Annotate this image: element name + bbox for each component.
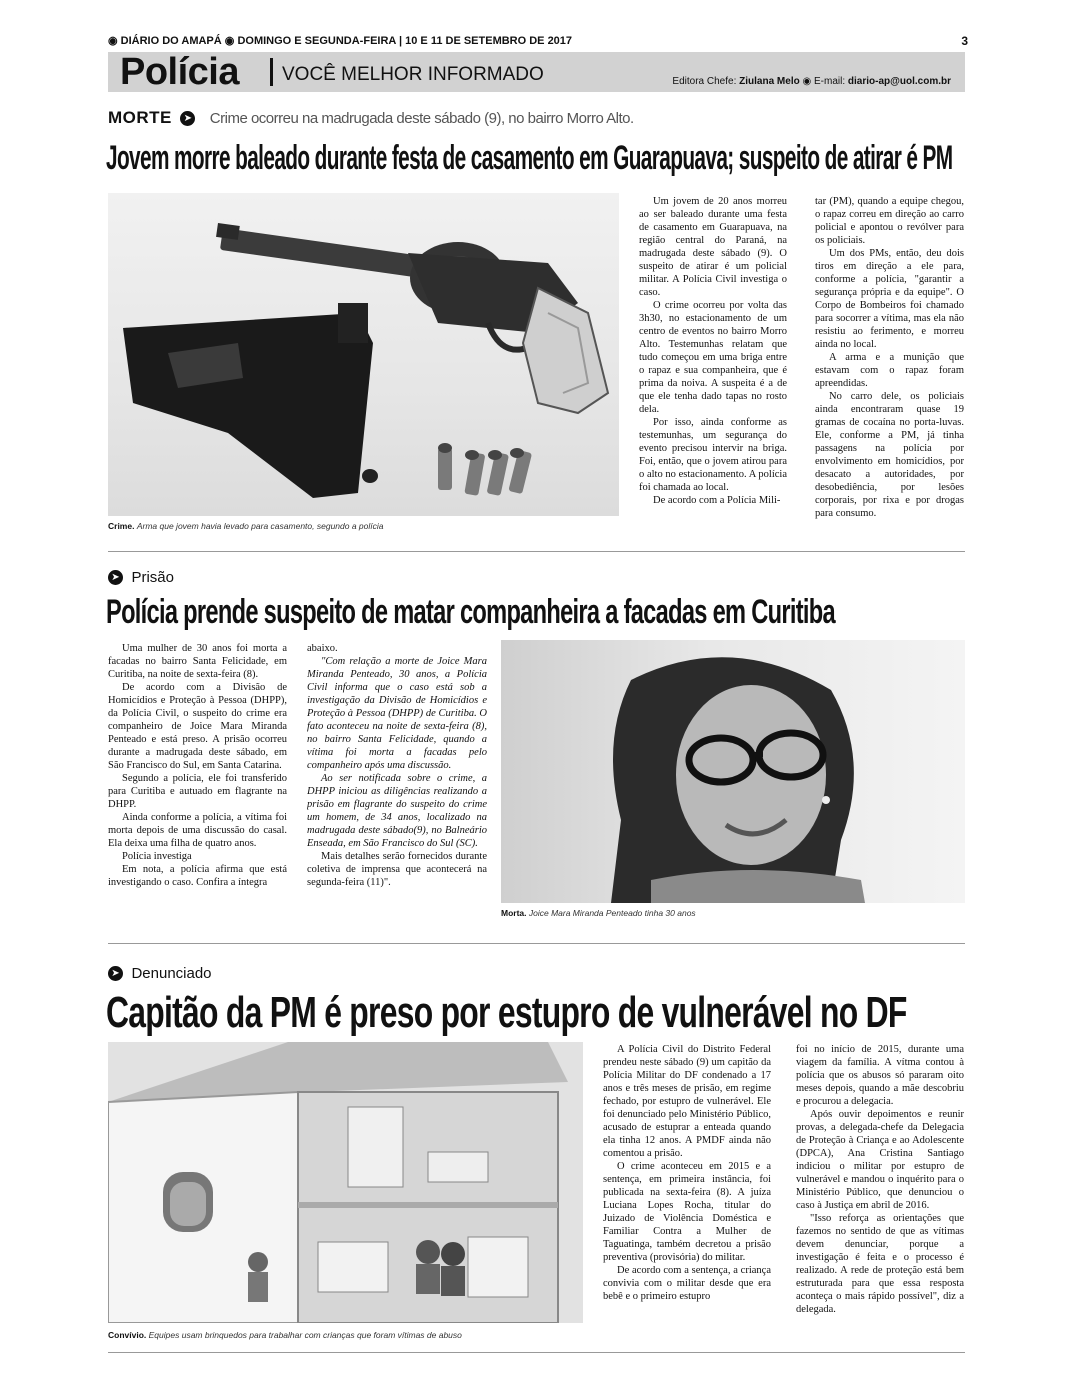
story1-caption-text: Arma que jovem havia levado para casamento, segundo a polícia [136,521,384,531]
story3-paragraph: foi no início de 2015, durante uma viagem da família. A vítma contou à polícia que os abusos só pararam oito meses depois, quando a mãe descobriu e procurou a delegacia. [796,1044,964,1107]
section-band [108,52,965,92]
story1-paragraph: Um dos PMs, então, deu dois tiros em direção a ele para, conforme a polícia, "garantir a segurança própria e da equipe". O Corpo de Bombeiros foi chamado para socorrer a vítima, mas ela não resistiu ao ferimento, e morreu ainda no local. [815,248,964,350]
issue-date: DOMINGO E SEGUNDA-FEIRA | 10 E 11 DE SETEMBRO DE 2017 [237,35,573,47]
story2-paragraph: abaixo. [307,643,338,654]
story2-paragraph: Segundo a polícia, ele foi transferido para Curitiba e autuado em flagrante na DHPP. [108,773,287,810]
story3-kicker [108,965,212,985]
woman-portrait-image [501,640,965,903]
story2-column-2 [307,642,487,922]
story2-paragraph: Em nota, a polícia afirma que está investigando o caso. Confira a íntegra [108,864,287,888]
story3-paragraph: A Polícia Civil do Distrito Federal prendeu neste sábado (9) um capitão da Polícia Militar do DF condenado a 17 anos e três meses de prisão, em regime fechado, por estupro de vulnerável. Ele foi denunciado pelo Ministério Público, acusado de estuprar a enteada quando ela tinha 12 anos. A PMDF ainda não comentou a prisão. [603,1044,771,1159]
story2-paragraph: Ainda conforme a polícia, a vítima foi morta depois de uma discussão do casal. Ela deixa uma filha de quatro anos. [108,812,287,849]
revolver-holster-image [108,193,619,516]
section-rule [108,1352,965,1353]
story3-caption-text: Equipes usam brinquedos para trabalhar com crianças que foram vítimas de abuso [148,1330,462,1340]
editor-name: Ziulana Melo [739,76,800,87]
email-icon: ◉ [802,76,812,87]
arrow-bullet-icon: ➤ [108,570,123,585]
story1-column-2 [815,195,964,538]
date-icon: ◉ [224,35,235,47]
story2-quote: "Com relação a morte de Joice Mara Miranda Penteado, 30 anos, a Polícia Civil informa que o caso está sob a investigação da Divisão de Homicídios e Proteção à Pessoa (DHPP) de Curitiba. O fato aconteceu na noite de sexta-feira (8), no bairro Santa Felicidade, quando a vítima foi morta a facadas pelo companheiro após uma discussão. [307,656,487,771]
story1-paragraph: De acordo com a Polícia Mili- [653,495,781,506]
email-label: E-mail: [814,76,846,87]
paper-icon: ◉ [108,35,118,47]
email-address: diario-ap@uol.com.br [847,76,951,87]
story1-paragraph: Um jovem de 20 anos morreu ao ser baleado durante uma festa de casamento em Guarapuava, na região central do Paraná, na madrugada deste sábado (9). O suspeito de atirar é um policial militar. A Polícia Civil investiga o caso. [639,196,787,298]
story1-paragraph: O crime ocorreu por volta das 3h30, no estacionamento de um centro de eventos no bairro Morro Alto. Testemunhas relatam que tudo começou em uma briga entre o rapaz e sua companheira, que é prima da noiva. A suspeita é a de que ele tenha dado tapas no rosto dela. [639,300,787,415]
story1-caption [108,521,384,531]
page-number: 3 [961,34,968,48]
story2-kicker-word: Prisão [131,569,174,586]
story1-caption-label: Crime. [108,521,135,531]
story3-column-1 [603,1043,771,1343]
story2-paragraph: Mais detalhes serão fornecidos durante coletiva de imprensa que acontecerá na segunda-feira (11)". [307,851,487,888]
section-rule [108,551,965,552]
paper-name: DIÁRIO DO AMAPÁ [120,35,222,47]
story3-paragraph: Após ouvir depoimentos e reunir provas, a delegada-chefe da Delegacia de Proteção à Criança e ao Adolescente (DPCA), Ana Cristina Santiago indiciou o militar por estupro de vulnerável e mandou o inquérito para o Ministério Público, que denunciou o caso à Justiça em abril de 2016. [796,1109,964,1211]
story2-headline: Polícia prende suspeito de matar companheira a facadas em Curitiba [106,593,835,631]
section-tagline: VOCÊ MELHOR INFORMADO [282,64,544,85]
dollhouse-image [108,1042,583,1323]
section-title: Polícia [120,51,239,93]
story1-kicker-word: MORTE [108,108,172,127]
story3-photo [108,1042,583,1323]
story1-paragraph: No carro dele, os policiais ainda encontraram quase 19 gramas de cocaína no porta-luvas. Ele, conforme a PM, já tinha passagens na polícia por envolvimento em homicídios, por desacato a autoridades, por desobediência, por lesões corporais, por rixa e por drogas para consumo. [815,391,964,519]
story3-paragraph: De acordo com a sentença, a criança convivia com o militar desde que era bebê e o primeiro estupro [603,1265,771,1302]
story2-kicker [108,569,174,589]
story2-quote: Ao ser notificada sobre o crime, a DHPP iniciou as diligências realizando a prisão em flagrante do suspeito do crime um homem, de 34 anos, localizado na madrugada deste sábado(9), no Balneário Enseada, em São Francisco do Sul (SC). [307,773,487,849]
story1-kicker-text: Crime ocorreu na madrugada deste sábado (9), no bairro Morro Alto. [209,109,634,127]
story2-caption-label: Morta. [501,908,527,918]
arrow-bullet-icon: ➤ [108,966,123,981]
section-divider [270,58,273,86]
story3-caption-label: Convívio. [108,1330,147,1340]
story2-caption-text: Joice Mara Miranda Penteado tinha 30 anos [528,908,696,918]
story3-caption [108,1330,462,1340]
story2-paragraph: Uma mulher de 30 anos foi morta a facadas no bairro Santa Felicidade, em Curitiba, na noite de sexta-feira (8). [108,643,287,680]
editor-label: Editora Chefe: [672,76,737,87]
story3-paragraph: "Isso reforça as orientações que fazemos no sentido de que as vítimas devem denunciar, porque a investigação é feita e o processo é realizado. A rede de proteção está bem estruturada para que essa resposta aconteça o mais rápido possível", diz a delegada. [796,1213,964,1315]
story2-paragraph: De acordo com a Divisão de Homicídios e Proteção à Pessoa (DHPP), da Polícia Civil, o suspeito do crime era companheiro de Joice Mara Miranda Penteado e está preso. A prisão ocorreu durante a madrugada deste sábado, em São Francisco do Sul, em Santa Catarina. [108,682,287,771]
story2-column-1 [108,642,287,922]
story3-kicker-word: Denunciado [131,965,212,982]
editor-info [672,76,951,87]
story1-paragraph: tar (PM), quando a equipe chegou, o rapaz correu em direção ao carro policial e apontou o revólver para os policiais. [815,196,964,246]
story1-paragraph: Por isso, ainda conforme as testemunhas, um segurança do evento precisou intervir na briga. Foi, então, que o jovem atirou para o alto no estacionamento. A polícia foi chamada ao local. [639,417,787,493]
story2-photo [501,640,965,903]
story2-subhead: Polícia investiga [122,851,192,862]
story3-headline: Capitão da PM é preso por estupro de vulnerável no DF [106,988,907,1037]
story1-paragraph: A arma e a munição que estavam com o rapaz foram apreendidas. [815,352,964,389]
section-rule [108,943,965,944]
story1-kicker [108,108,634,130]
story1-headline: Jovem morre baleado durante festa de casamento em Guarapuava; suspeito de atirar é PM [106,139,953,177]
masthead-line [108,34,968,50]
story3-column-2 [796,1043,964,1343]
story3-paragraph: O crime aconteceu em 2015 e a sentença, em primeira instância, foi publicada na sexta-feira (8). A juíza Luciana Lopes Rocha, titular do Juizado de Violência Doméstica e Familiar Contra a Mulher de Taguatinga, também decretou a prisão preventiva (provisória) do militar. [603,1161,771,1263]
story2-caption [501,908,696,918]
story1-column-1 [639,195,787,538]
story1-photo [108,193,619,516]
arrow-bullet-icon: ➤ [180,111,195,126]
